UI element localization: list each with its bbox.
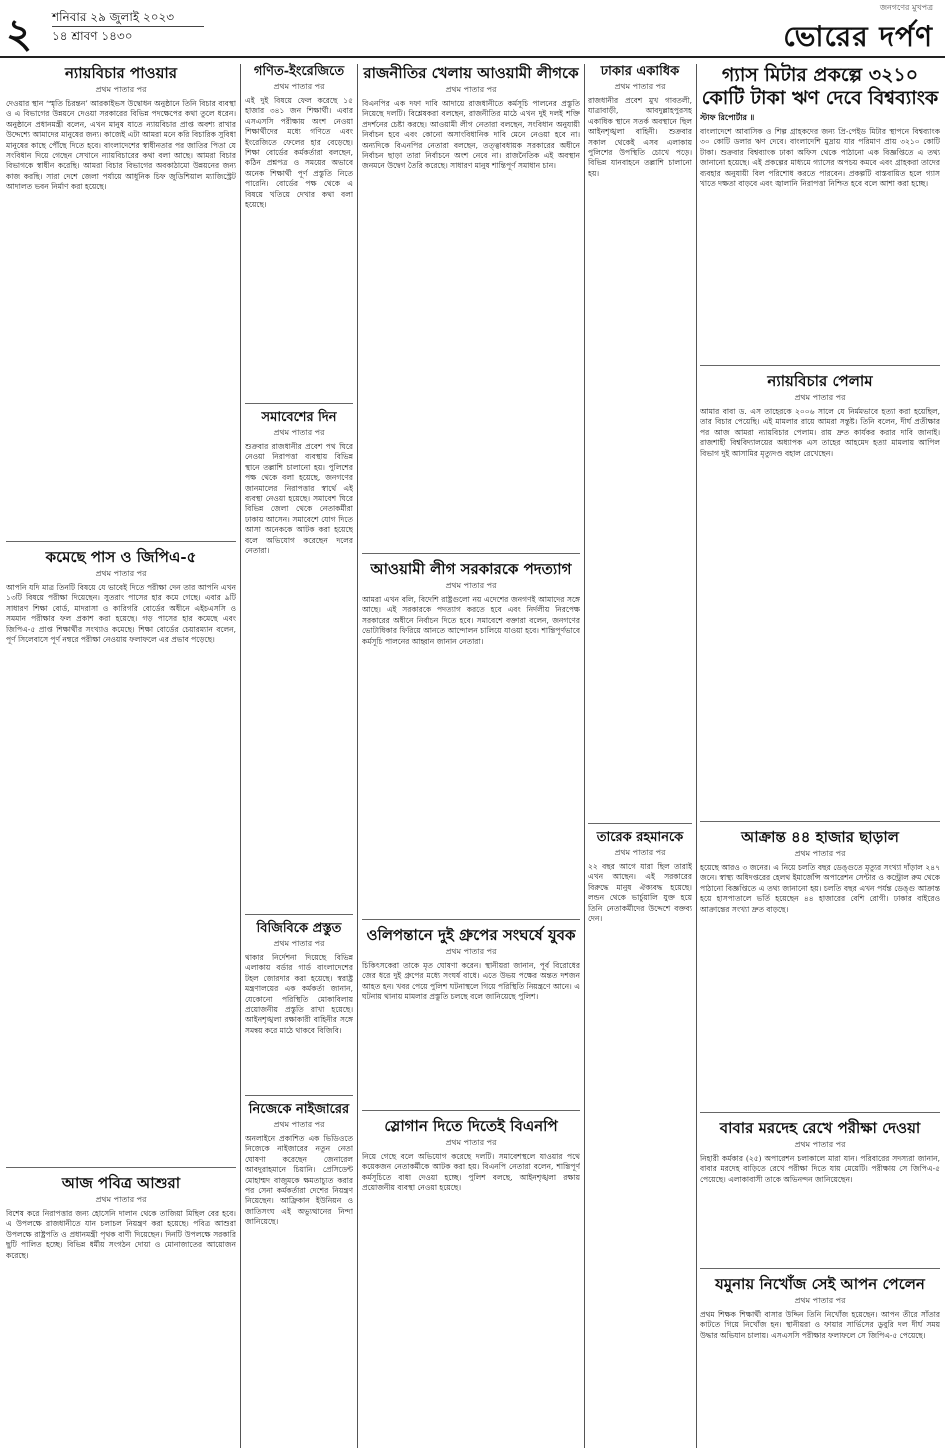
article-headline: গণিত-ইংরেজিতে	[253, 64, 345, 79]
continued-label: প্রথম পাতার পর	[445, 1138, 497, 1147]
column-1	[6, 62, 236, 1448]
article-body: হয়েছে আরও ৩ জনের। এ নিয়ে চলতি বছর ডেঙ্গুতে মৃত্যুর সংখ্যা দাঁড়াল ২৪৭ জনে। স্বাস্থ্য অধিদপ্তরের হেলথ ইমার্জেন্সি অপারেশন সেন্টার ও কন্ট্রোল রুম থেকে পাঠানো বিজ্ঞপ্তিতে এ তথ্য জানানো হয়। চলতি বছর এখন পর্যন্ত ডেঙ্গু আক্রান্ত হয়ে হাসপাতালে ভর্তি হয়েছেন ৪৪ হাজারের বেশি রোগী। ঢাকার বাইরেও আক্রান্তের সংখ্যা দ্রুত বাড়ছে।	[700, 863, 940, 914]
article-body: এই দুই বিষয়ে ফেল করেছে ১৫ হাজার ৩৪১ জন শিক্ষার্থী। এবার এসএসসি পরীক্ষায় অংশ নেওয়া শিক্ষার্থীদের মধ্যে গণিতে এবং ইংরেজিতে ফেলের হার বেড়েছে। শিক্ষা বোর্ডের কর্মকর্তারা বলছেন, কঠিন প্রশ্নপত্র ও সময়ের অভাবে অনেক শিক্ষার্থী পূর্ণ প্রস্তুতি নিতে পারেনি। বোর্ডের পক্ষ থেকে এ বিষয়ে খতিয়ে দেখার কথা বলা হয়েছে।	[245, 96, 353, 210]
article-body: বিশেষ করে নিরাপত্তার জন্য হোসেনি দালান থেকে তাজিয়া মিছিল বের হবে। এ উপলক্ষে রাজধানীতে যান চলাচল নিয়ন্ত্রণ করা হয়েছে। পবিত্র আশুরা উপলক্ষে রাষ্ট্রপতি ও প্রধানমন্ত্রী পৃথক বাণী দিয়েছেন। দিনটি উপলক্ষে সরকারি ছুটি পালিত হচ্ছে। বিভিন্ন ধর্মীয় সংগঠন দোয়া ও মোনাজাতের আয়োজন করেছে।	[6, 1209, 236, 1260]
column-rule	[240, 64, 241, 1448]
continued-label: প্রথম পাতার পর	[614, 848, 666, 857]
article-headline: ন্যায়বিচার পেলাম	[767, 372, 873, 390]
article-headline: আজ পবিত্র আশুরা	[61, 1174, 181, 1192]
page-number: ২	[6, 10, 33, 57]
continued-label: প্রথম পাতার পর	[95, 1195, 147, 1204]
article-headline: কমেছে পাস ও জিপিএ-৫	[45, 548, 197, 566]
article-awami-league-padatyag	[362, 560, 580, 920]
article-headline: স্লোগান দিতে দিতেই বিএনপি	[384, 1117, 558, 1135]
article-body: দেওয়ার স্থান ‘স্মৃতি চিরন্তন’ আরকাইভস উদ্বোধন অনুষ্ঠানে তিনি বিচার ব্যবস্থা ও এ বিভাগের উন্নয়নে দেওয়া সরকারের বিভিন্ন পদক্ষেপের কথা তুলে ধরেন। অনুষ্ঠানে প্রধানমন্ত্রী বলেন, এখন মানুষ যাতে ন্যায়বিচার প্রাপ্ত অবশ্য রাখার উদ্দেশ্যে আমাদের মানুষের জন্য। কাজেই এটা আমরা মনে করি বিচারিক সুবিধা মানুষের কাছে পৌঁছে দিতে হবে। বাংলাদেশের স্বাধীনতার পর জাতির পিতা যে সংবিধান দিয়ে গেছেন সেখানে ন্যায়বিচারের কথা বলা আছে। আমরা বিচার বিভাগকে স্বাধীন করেছি। আমরা বিচার বিভাগের অবকাঠামো উন্নয়নের জন্য কাজ করছি। সারা দেশে জেলা পর্যায়ে আধুনিক চিফ জুডিশিয়াল ম্যাজিস্ট্রেট আদালত ভবন নির্মাণ করা হয়েছে।	[6, 99, 236, 192]
article-body: নিহারী কর্মকার (২৫) অপারেশন চলাকালে মারা যান। পরিবারের সদস্যরা জানান, বাবার মরদেহ বাড়িতে রেখে পরীক্ষা দিতে যায় মেয়েটি। পরীক্ষায় সে জিপিএ-৫ পেয়েছে। এলাকাবাসী তাকে অভিনন্দন জানিয়েছেন।	[700, 1154, 940, 1184]
article-body: নিয়ে গেছে বলে অভিযোগ করেছে দলটি। সমাবেশস্থলে যাওয়ার পথে কয়েকজন নেতাকর্মীকে আটক করা হয়। বিএনপি নেতারা বলেন, শান্তিপূর্ণ কর্মসূচিতে বাধা দেওয়া হচ্ছে। পুলিশ বলছে, আইনশৃঙ্খলা রক্ষায় প্রয়োজনীয় ব্যবস্থা নেওয়া হয়েছে।	[362, 1152, 580, 1193]
article-tarek-rahman	[588, 830, 692, 1366]
date-box	[52, 8, 204, 45]
brand-name: ভোরের দর্পণ	[783, 20, 933, 53]
article-headline: ন্যায়বিচার পাওয়ার	[64, 64, 178, 82]
article-headline: আক্রান্ত ৪৪ হাজার ছাড়াল	[741, 828, 899, 846]
article-samabesher-din	[245, 410, 353, 915]
column-4	[588, 62, 692, 1448]
page-masthead	[0, 0, 945, 58]
article-headline: তারেক রহমানকে	[596, 830, 684, 845]
article-dhaka-ekadik	[588, 64, 692, 824]
article-olipantane	[362, 926, 580, 1111]
continued-label: প্রথম পাতার পর	[794, 849, 846, 858]
article-headline: রাজনীতির খেলায় আওয়ামী লীগকে	[363, 64, 579, 82]
article-headline: ঢাকার একাধিক	[600, 64, 680, 79]
continued-label: প্রথম পাতার পর	[794, 393, 846, 402]
article-body: আমার বাবা ড. এস তাহেরকে ২০০৬ সালে যে নির্মমভাবে হত্যা করা হয়েছিল, তার বিচার পেয়েছি। এই মামলার রায়ে আমরা সন্তুষ্ট। তিনি বলেন, দীর্ঘ প্রতীক্ষার পর আজ আমরা ন্যায়বিচার পেলাম। রায় দ্রুত কার্যকর করার দাবি জানাই। রাজশাহী বিশ্ববিদ্যালয়ের অধ্যাপক এস তাহের আহমেদ হত্যা মামলায় আপিল বিভাগ দুই আসামির মৃত্যুদণ্ড বহাল রেখেছেন।	[700, 407, 940, 458]
article-jamunay-nikhoj	[700, 1275, 940, 1424]
article-gas-meter	[700, 64, 940, 366]
continued-label: প্রথম পাতার পর	[273, 428, 325, 437]
article-nyayabichar-powar	[6, 64, 236, 542]
column-5	[700, 62, 940, 1448]
article-body: থাকার নির্দেশনা দিয়েছে বিভিন্ন এলাকায় বর্ডার গার্ড বাংলাদেশের টহল জোরদার করা হয়েছে। স্বরাষ্ট্র মন্ত্রণালয়ের এক কর্মকর্তা জানান, যেকোনো পরিস্থিতি মোকাবিলায় প্রয়োজনীয় প্রস্তুতি রাখা হয়েছে। আইনশৃঙ্খলা রক্ষাকারী বাহিনীর সঙ্গে সমন্বয় করে মাঠে থাকবে বিজিবি।	[245, 953, 353, 1035]
article-headline: বাবার মরদেহ রেখে পরীক্ষা দেওয়া	[719, 1119, 921, 1137]
article-body: রাজধানীর প্রবেশ মুখ গাবতলী, যাত্রাবাড়ী, আবদুল্লাহপুরসহ একাধিক স্থানে সতর্ক অবস্থানে ছিল আইনশৃঙ্খলা বাহিনী। শুক্রবার সকাল থেকেই এসব এলাকায় পুলিশের উপস্থিতি চোখে পড়ে। বিভিন্ন যানবাহনে তল্লাশি চালানো হয়।	[588, 96, 692, 178]
article-headline: বিজিবিকে প্রস্তুত	[256, 921, 342, 936]
article-body: শুক্রবার রাজধানীর প্রবেশ পথ ঘিরে নেওয়া নিরাপত্তা ব্যবস্থায় বিভিন্ন স্থানে তল্লাশি চালানো হয়। পুলিশের পক্ষ থেকে বলা হয়েছে, জনগণের জানমালের নিরাপত্তার স্বার্থে এই ব্যবস্থা নেওয়া হয়েছে। সমাবেশ ঘিরে বিভিন্ন জেলা থেকে নেতাকর্মীরা ঢাকায় আসেন। সমাবেশে যোগ দিতে আসা অনেককে আটক করা হয়েছে বলে অভিযোগ করেছেন দলের নেতারা।	[245, 442, 353, 556]
article-headline: সমাবেশের দিন	[261, 410, 337, 425]
date-gregorian: শনিবার ২৯ জুলাই ২০২৩	[52, 8, 204, 27]
continued-label: প্রথম পাতার পর	[273, 1120, 325, 1129]
article-bgbke-prastut	[245, 921, 353, 1096]
article-nijeke-nighter	[245, 1102, 353, 1448]
date-bangla: ১৪ শ্রাবণ ১৪৩০	[52, 29, 133, 43]
brand-tagline: জনগণের মুখপত্র	[879, 3, 933, 12]
article-nyayabicharer-pelam	[700, 372, 940, 822]
continued-label: প্রথম পাতার পর	[273, 82, 325, 91]
continued-label: প্রথম পাতার পর	[794, 1296, 846, 1305]
article-slogan	[362, 1117, 580, 1436]
article-body: ২২ বছর আগে যারা ছিল তারাই এখন আছেন। এই সরকারের বিরুদ্ধে মানুষ ঐক্যবদ্ধ হয়েছে। লন্ডন থেকে ভার্চুয়ালি যুক্ত হয়ে তিনি নেতাকর্মীদের উদ্দেশে বক্তব্য দেন।	[588, 862, 692, 924]
article-body: আপনি যদি মাত্র তিনটি বিষয়ে যে ভাবেই দিতে পরীক্ষা দেন তার আপনি এখন ১৩টি বিষয়ে পরীক্ষা দিয়েছেন। সুতরাং পাসের হার কমে গেছে। এবার ৯টি সাধারণ শিক্ষা বোর্ড, মাদরাসা ও কারিগরি বোর্ডের অধীনে এইচএসসি ও সমমান পরীক্ষার ফল প্রকাশ করা হয়েছে। গড় পাসের হার কমেছে এবং জিপিএ-৫ প্রাপ্ত শিক্ষার্থীর সংখ্যাও কমেছে। শিক্ষা বোর্ডের চেয়ারম্যান বলেন, পূর্ণ সিলেবাসে পূর্ণ নম্বরে পরীক্ষা নেওয়ায় ফলাফলে এর প্রভাব পড়েছে।	[6, 583, 236, 645]
article-akranto-44-hazar	[700, 828, 940, 1113]
continued-label: প্রথম পাতার পর	[445, 85, 497, 94]
newspaper-logo	[783, 2, 933, 62]
continued-label: প্রথম পাতার পর	[794, 1140, 846, 1149]
article-gonit-english	[245, 64, 353, 404]
article-headline: যমুনায় নিখোঁজ সেই আপন পেলেন	[715, 1275, 925, 1293]
column-3	[362, 62, 580, 1448]
continued-label: প্রথম পাতার পর	[95, 85, 147, 94]
article-headline: নিজেকে নাইজারের	[248, 1102, 350, 1117]
article-headline: আওয়ামী লীগ সরকারকে পদত্যাগ	[370, 560, 572, 578]
column-rule	[357, 64, 358, 1448]
article-body: প্রথম শিক্ষক শিক্ষার্থী বাসার উদ্দিন তিনি নিখোঁজ হয়েছেন। আপন তীরে সাঁতার কাটতে গিয়ে নিখোঁজ হন। স্থানীয়রা ও ফায়ার সার্ভিসের ডুবুরি দল দীর্ঘ সময় উদ্ধার অভিযান চালায়। এসএসসি পরীক্ষার ফলাফলে সে জিপিএ-৫ পেয়েছে।	[700, 1310, 940, 1340]
continued-label: প্রথম পাতার পর	[95, 569, 147, 578]
article-babar-maradeho	[700, 1119, 940, 1269]
article-byline: স্টাফ রিপোর্টার ॥	[700, 112, 755, 122]
article-rajnitir-khelay	[362, 64, 580, 554]
continued-label: প্রথম পাতার পর	[614, 82, 666, 91]
article-headline: গ্যাস মিটার প্রকল্পে ৩২১০ কোটি টাকা ঋণ দেবে বিশ্বব্যাংক	[701, 64, 939, 109]
column-rule	[696, 64, 697, 1448]
article-body: বাংলাদেশে আবাসিক ও শিল্প গ্রাহকদের জন্য প্রি-পেইড মিটার স্থাপনে বিশ্বব্যাংক ৩০ কোটি ডলার ঋণ দেবে। বাংলাদেশি মুদ্রায় যার পরিমাণ প্রায় ৩২১০ কোটি টাকা। শুক্রবার বিশ্বব্যাংক ঢাকা অফিস থেকে পাঠানো এক বিজ্ঞপ্তিতে এ তথ্য জানানো হয়েছে। এই প্রকল্পের মাধ্যমে গ্যাসের অপচয় কমবে এবং গ্রাহকরা তাদের ব্যবহার অনুযায়ী বিল পরিশোধ করতে পারবেন। প্রকল্পটি বাস্তবায়িত হলে গ্যাস খাতে দক্ষতা বাড়বে এবং জ্বালানি নিরাপত্তা নিশ্চিত হবে বলে আশা করা হচ্ছে।	[700, 127, 940, 189]
article-body: আমরা এখন বলি, বিদেশি রাষ্ট্রগুলো নয় এদেশের জনগণই আমাদের সঙ্গে আছে। এই সরকারকে পদত্যাগ করতে হবে এবং নির্দলীয় নিরপেক্ষ সরকারের অধীনে নির্বাচন দিতে হবে। সমাবেশে বক্তারা বলেন, জনগণের ভোটাধিকার ফিরিয়ে আনতে আন্দোলন চালিয়ে যাওয়া হবে। শান্তিপূর্ণভাবে কর্মসূচি পালনের আহ্বান জানান নেতারা।	[362, 595, 580, 646]
column-2	[245, 62, 353, 1448]
article-body: চিকিৎসকেরা তাকে মৃত ঘোষণা করেন। স্থানীয়রা জানান, পূর্ব বিরোধের জের ধরে দুই গ্রুপের মধ্যে সংঘর্ষ বাধে। এতে উভয় পক্ষের অন্তত দশজন আহত হন। খবর পেয়ে পুলিশ ঘটনাস্থলে গিয়ে পরিস্থিতি নিয়ন্ত্রণে আনে। এ ঘটনায় থানায় মামলার প্রস্তুতি চলছে বলে জানিয়েছে পুলিশ।	[362, 961, 580, 1002]
article-body: বিএনপির এক দফা দাবি আদায়ে রাজধানীতে কর্মসূচি পালনের প্রস্তুতি নিয়েছে দলটি। বিশ্লেষকরা বলছেন, রাজনীতির মাঠে এখন দুই দলই শক্তি প্রদর্শনের চেষ্টা করছে। আওয়ামী লীগ নেতারা বলছেন, সংবিধান অনুযায়ী নির্বাচন হবে এবং কোনো অসাংবিধানিক দাবি মেনে নেওয়া হবে না। অন্যদিকে বিএনপির নেতারা বলছেন, তত্ত্বাবধায়ক সরকারের অধীনে নির্বাচন ছাড়া তারা নির্বাচনে অংশ নেবে না। রাজনৈতিক এই অবস্থান জনমনে উদ্বেগ তৈরি করেছে। সাধারণ মানুষ শান্তিপূর্ণ সমাধান চান।	[362, 99, 580, 171]
article-headline: ওলিপন্তানে দুই গ্রুপের সংঘর্ষে যুবক	[366, 926, 576, 944]
continued-label: প্রথম পাতার পর	[273, 939, 325, 948]
article-aj-pobitro-ashura	[6, 1174, 236, 1433]
article-kamechhe-pass	[6, 548, 236, 1168]
continued-label: প্রথম পাতার পর	[445, 581, 497, 590]
continued-label: প্রথম পাতার পর	[445, 947, 497, 956]
column-rule	[584, 64, 585, 1448]
article-body: অনলাইনে প্রকাশিত এক ভিডিওতে নিজেকে নাইজারের নতুন নেতা ঘোষণা করেছেন জেনারেল আবদুরাহমানে চিয়ানি। প্রেসিডেন্ট মোহাম্মদ বাজুমকে ক্ষমতাচ্যুত করার পর সেনা কর্মকর্তারা দেশের নিয়ন্ত্রণ নিয়েছেন। আফ্রিকান ইউনিয়ন ও জাতিসংঘ এই অভ্যুত্থানের নিন্দা জানিয়েছে।	[245, 1134, 353, 1227]
